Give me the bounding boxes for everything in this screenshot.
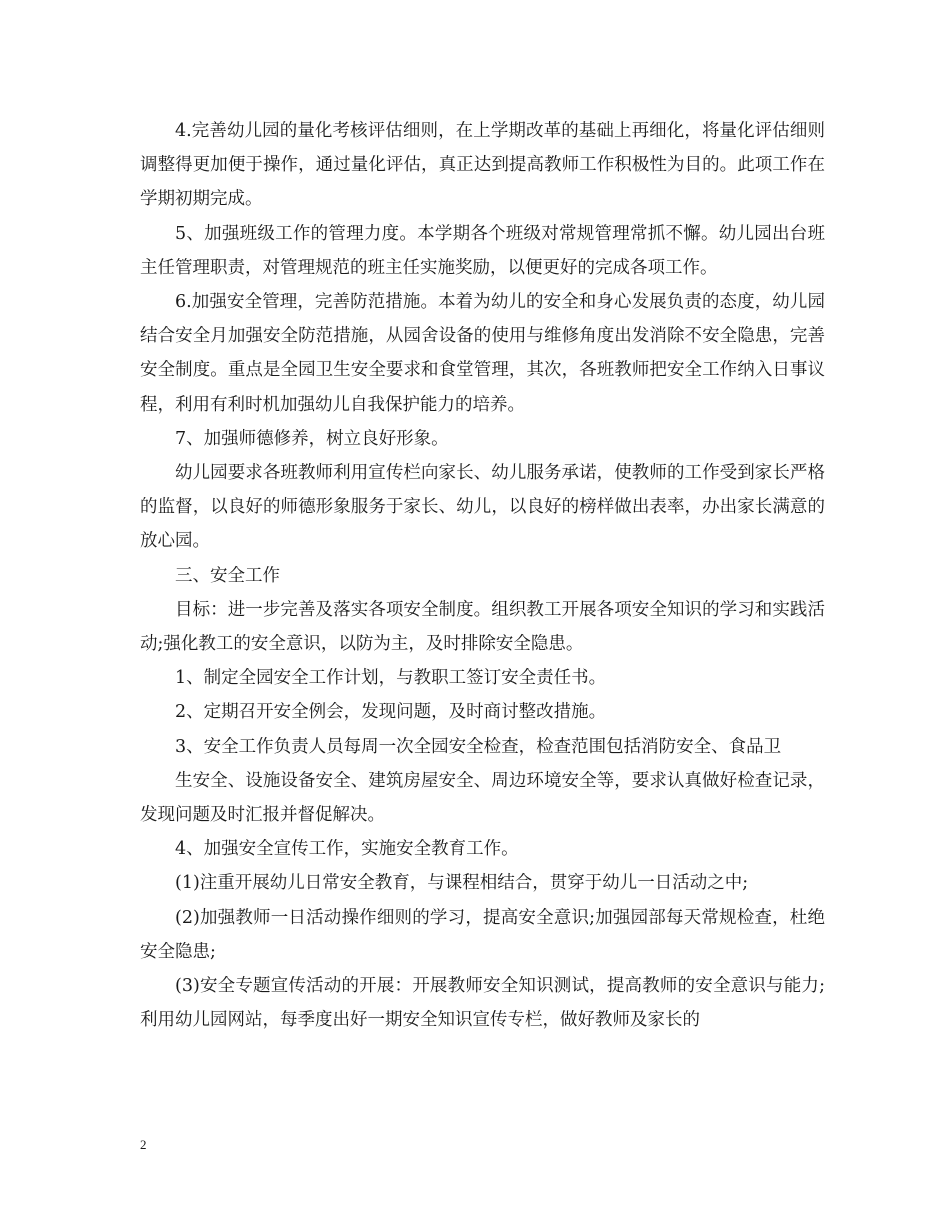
list-item-safety-plan: 1、制定全园安全工作计划，与教职工签订安全责任书。 [175, 668, 607, 689]
list-item-safety-publicity: 4、加强安全宣传工作，实施安全教育工作。 [175, 839, 519, 860]
page-number: 2 [140, 1137, 147, 1152]
paragraph-inspection-continued: 生安全、设施设备安全、建筑房屋安全、周边环境安全等，要求认真做好检查记录，发现问题及时汇报并督促解决。 [140, 770, 825, 826]
paragraph-item-5-class-management: 5、加强班级工作的管理力度。本学期各个班级对常规管理常抓不懈。幼儿园出台班主任管理职责，对管理规范的班主任实施奖励，以便更好的完成各项工作。 [140, 223, 825, 278]
document-body [140, 114, 825, 1037]
list-item-safety-meeting: 2、定期召开安全例会，发现问题，及时商讨整改措施。 [175, 702, 607, 723]
paragraph-item-4-quantitative-assessment: 4.完善幼儿园的量化考核评估细则，在上学期改革的基础上再细化，将量化评估细则调整得更加便于操作，通过量化评估，真正达到提高教师工作积极性为目的。此项工作在学期初期完成。 [140, 121, 825, 210]
sub-item-teacher-operation-rules: (2)加强教师一日活动操作细则的学习，提高安全意识;加强园部每天常规检查，杜绝安全隐患; [140, 907, 825, 962]
paragraph-item-7-teacher-ethics: 7、加强师德修养，树立良好形象。 [175, 428, 449, 449]
sub-item-daily-safety-education: (1)注重开展幼儿日常安全教育，与课程相结合，贯穿于幼儿一日活动之中; [175, 873, 749, 894]
section-heading-safety-work: 三、安全工作 [175, 565, 280, 586]
paragraph-safety-goal: 目标：进一步完善及落实各项安全制度。组织教工开展各项安全知识的学习和实践活动;强化教工的安全意识，以防为主，及时排除安全隐患。 [140, 599, 825, 655]
sub-item-safety-campaign: (3)安全专题宣传活动的开展：开展教师安全知识测试，提高教师的安全意识与能力;利用幼儿园网站，每季度出好一期安全知识宣传专栏，做好教师及家长的 [140, 976, 825, 1031]
paragraph-item-6-safety-management: 6.加强安全管理，完善防范措施。本着为幼儿的安全和身心发展负责的态度，幼儿园结合安全月加强安全防范措施，从园舍设备的使用与维修角度出发消除不安全隐患，完善安全制度。重点是全园卫生安全要求和食堂管理，其次，各班教师把安全工作纳入日事议程，利用有利时机加强幼儿自我保护能力的培养。 [140, 292, 825, 415]
paragraph-parent-commitment: 幼儿园要求各班教师利用宣传栏向家长、幼儿服务承诺，使教师的工作受到家长严格的监督，以良好的师德形象服务于家长、幼儿，以良好的榜样做出表率，办出家长满意的放心园。 [140, 463, 825, 552]
list-item-weekly-inspection: 3、安全工作负责人员每周一次全园安全检查，检查范围包括消防安全、食品卫 [175, 736, 782, 757]
